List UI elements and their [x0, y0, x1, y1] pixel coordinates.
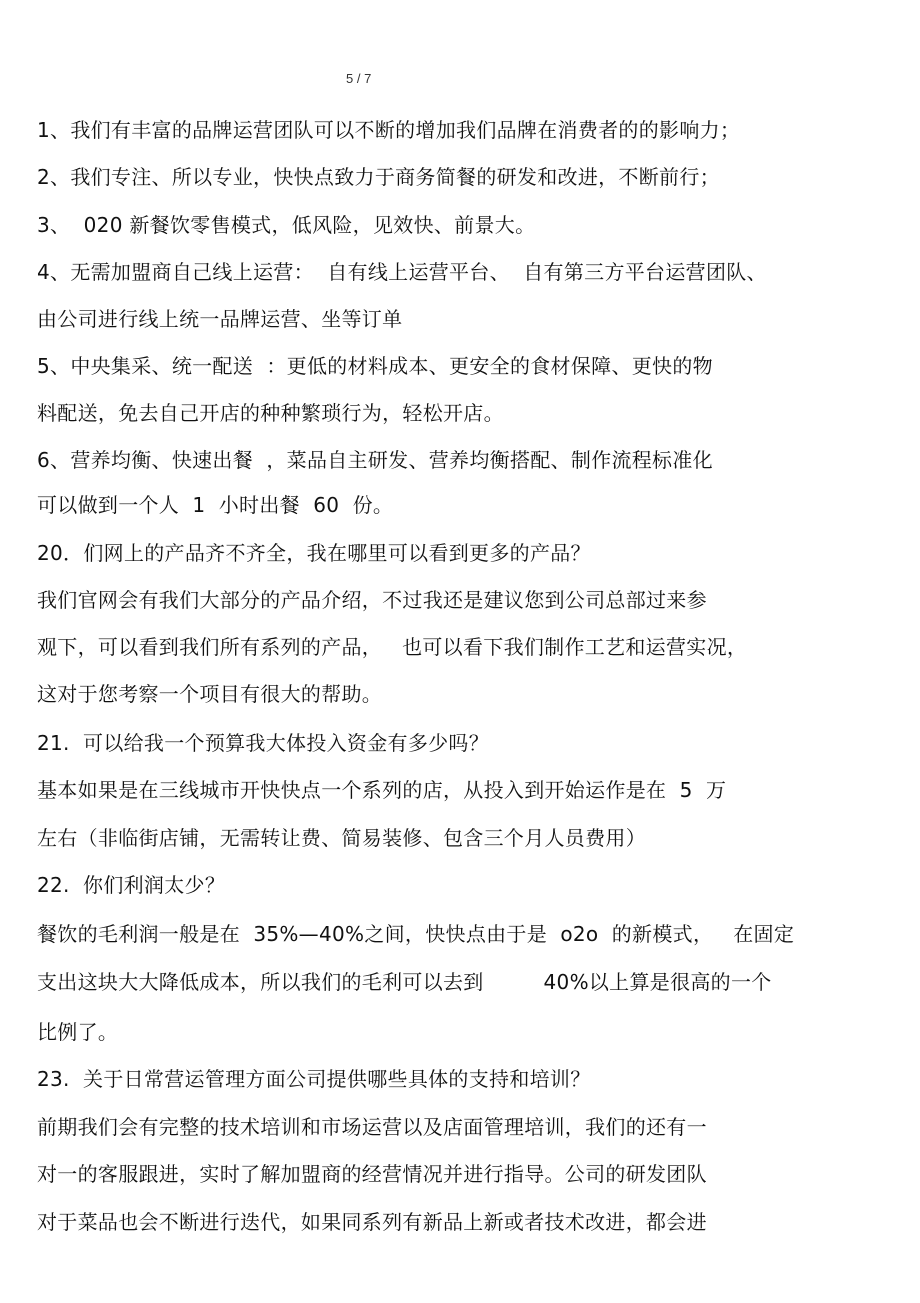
- text-line: 20．们网上的产品齐不齐全，我在哪里可以看到更多的产品？: [37, 541, 591, 565]
- text-line: 1、我们有丰富的品牌运营团队可以不断的增加我们品牌在消费者的的影响力；: [37, 118, 741, 142]
- text-line: 对于菜品也会不断进行迭代，如果同系列有新品上新或者技术改进，都会进: [37, 1210, 707, 1234]
- text-line: 基本如果是在三线城市开快快点一个系列的店，从投入到开始运作是在 5 万: [37, 778, 727, 802]
- text-line: 对一的客服跟进，实时了解加盟商的经营情况并进行指导。公司的研发团队: [37, 1162, 707, 1186]
- text-line: 21. 可以给我一个预算我大体投入资金有多少吗？: [37, 731, 490, 755]
- text-line: 可以做到一个人 1 小时出餐 60 份。: [37, 493, 394, 517]
- text-line: 3、 020 新餐饮零售模式，低风险，见效快、前景大。: [37, 213, 536, 237]
- text-line: 23. 关于日常营运管理方面公司提供哪些具体的支持和培训？: [37, 1067, 591, 1091]
- text-line: 5、中央集采、统一配送 ：更低的材料成本、更安全的食材保障、更快的物: [37, 354, 713, 378]
- text-line: 22. 你们利润太少？: [37, 873, 226, 897]
- text-line: 比例了。: [37, 1020, 119, 1044]
- text-line: 左右（非临街店铺，无需转让费、简易装修、包含三个月人员费用）: [37, 826, 646, 850]
- text-line: 料配送，免去自己开店的种种繁琐行为，轻松开店。: [37, 401, 504, 425]
- page-number: 5 / 7: [346, 71, 372, 86]
- text-line: 6、营养均衡、快速出餐 ，菜品自主研发、营养均衡搭配、制作流程标准化: [37, 448, 713, 472]
- text-line: 观下，可以看到我们所有系列的产品， 也可以看下我们制作工艺和运营实况，: [37, 635, 748, 659]
- text-line: 前期我们会有完整的技术培训和市场运营以及店面管理培训，我们的还有一: [37, 1115, 707, 1139]
- text-line: 这对于您考察一个项目有很大的帮助。: [37, 682, 383, 706]
- text-line: 餐饮的毛利润一般是在 35%—40%之间，快快点由于是 o2o 的新模式， 在固定: [37, 922, 795, 946]
- text-line: 2、我们专注、所以专业，快快点致力于商务简餐的研发和改进，不断前行；: [37, 165, 720, 189]
- text-line: 支出这块大大降低成本，所以我们的毛利可以去到 40%以上算是很高的一个: [37, 970, 772, 994]
- text-line: 我们官网会有我们大部分的产品介绍，不过我还是建议您到公司总部过来参: [37, 588, 707, 612]
- text-line: 4、无需加盟商自己线上运营： 自有线上运营平台、 自有第三方平台运营团队、: [37, 260, 767, 284]
- text-line: 由公司进行线上统一品牌运营、坐等订单: [37, 307, 403, 331]
